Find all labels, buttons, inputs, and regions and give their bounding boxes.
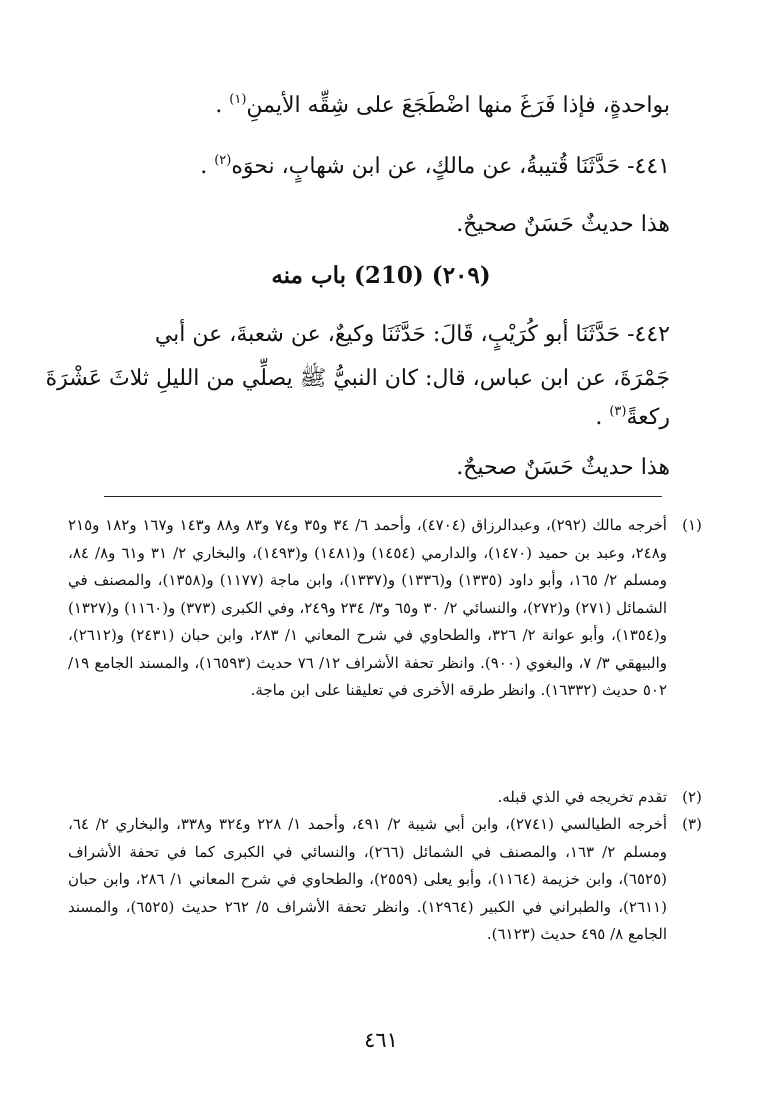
sentence-end: . (215, 93, 230, 118)
footnote-1 (68, 512, 702, 705)
text-line-continuation (60, 92, 670, 118)
footnote-text: أخرجه مالك (٢٩٢)، وعبدالرزاق (٤٧٠٤)، وأحمد ٦/ ٣٤ و٣٥ و٧٤ و٨٣ و٨٨ و١٤٣ و١٦٧ و١٨٢ و٢١٥ و٢٤٨، وعبد بن حميد (١٤٧٠)، والدارمي (١٤٥٤) و(١٤٨١) و(١٤٩٣)، والبخاري ٢/ ٣١ و٦١ و٨/ ٨٤، ومسلم ٢/ ١٦٥، وأبو داود (١٣٣٥) و(١٣٣٦) و(١٣٣٧)، وابن ماجة (١١٧٧) و(١٣٥٨)، والمصنف في الشمائل (٢٧١) و(٢٧٢)، والنسائي ٢/ ٣٠ و٦٥ و٣/ ٢٣٤ و٢٤٩، وفي الكبرى (٣٧٣) و(١١٦٠) و(١٣٢٧) و(١٣٥٤)، وأبو عوانة ٢/ ٣٢٦، والطحاوي في شرح المعاني ١/ ٢٨٣، وابن حبان (٢٤٣١) و(٢٦١٢)، والبيهقي ٣/ ٧، والبغوي (٩٠٠). وانظر تحفة الأشراف ١٢/ ٧٦ حديث (١٦٥٩٣)، والمسند الجامع ١٩/ ٥٠٢ حديث (١٦٣٣٢). وانظر طرقه الأخرى في تعليقنا على ابن ماجة. (68, 516, 668, 699)
footnote-separator (104, 496, 662, 497)
hadith-441-grade: هذا حديثٌ حَسَنٌ صحيحٌ. (456, 212, 670, 237)
footnote-text: أخرجه الطيالسي (٢٧٤١)، وابن أبي شيبة ٢/ ٤٩١، وأحمد ١/ ٢٢٨ و٣٢٤ و٣٣٨، والبخاري ٢/ ٦٤، ومسلم ٢/ ١٦٣، والمصنف في الشمائل (٢٦٦)، والنسائي في الكبرى كما في تحفة الأشراف (٦٥٢٥)، وابن خزيمة (١١٦٤)، وأبو يعلى (٢٥٥٩)، والطحاوي في شرح المعاني ١/ ٢٨٦، وابن حبان (٢٦١١)، والطبراني في الكبير (١٢٩٦٤). وانظر تحفة الأشراف ٥/ ٢٦٢ حديث (٦٥٢٥)، والمسند الجامع ٨/ ٤٩٥ حديث (٦١٢٣). (68, 815, 668, 943)
text-fragment: ركعةً (626, 405, 670, 430)
sentence-end: . (200, 154, 215, 179)
hadith-442-line-3 (60, 404, 670, 430)
footnote-text: تقدم تخريجه في الذي قبله. (497, 788, 667, 806)
hadith-441 (60, 153, 670, 179)
footnote-reference: (١) (229, 92, 247, 107)
footnote-number: (٢) (682, 788, 702, 806)
footnote-number: (١) (682, 516, 702, 534)
footnote-2 (68, 784, 702, 812)
hadith-442-line-1: ٤٤٢- حَدَّثَنَا أبو كُرَيْبٍ، قَالَ: حَدَّثَنَا وكيعٌ، عن شعبةَ، عن أبي (154, 322, 670, 347)
hadith-442-grade: هذا حديثٌ حَسَنٌ صحيحٌ. (456, 455, 670, 480)
footnote-reference: (٢) (214, 153, 232, 168)
page-number: ٤٦١ (364, 1028, 398, 1052)
footnote-reference: (٣) (609, 404, 627, 419)
hadith-442-line-2: جَمْرَةَ، عن ابن عباس، قال: كان النبيُّ ﷺ يصلِّي من الليلِ ثلاثَ عَشْرَةَ (45, 366, 670, 391)
text-fragment: ٤٤١- حَدَّثَنَا قُتيبةُ، عن مالكٍ، عن ابن شهابٍ، نحوَه (231, 154, 670, 179)
sentence-end: . (595, 405, 610, 430)
footnote-number: (٣) (682, 815, 702, 833)
text-fragment: بواحدةٍ، فإذا فَرَغَ منها اضْطَجَعَ على شِقِّه الأيمنِ (246, 93, 670, 118)
footnote-3 (68, 811, 702, 949)
chapter-heading: (٢٠٩) (210) باب منه (271, 262, 491, 289)
